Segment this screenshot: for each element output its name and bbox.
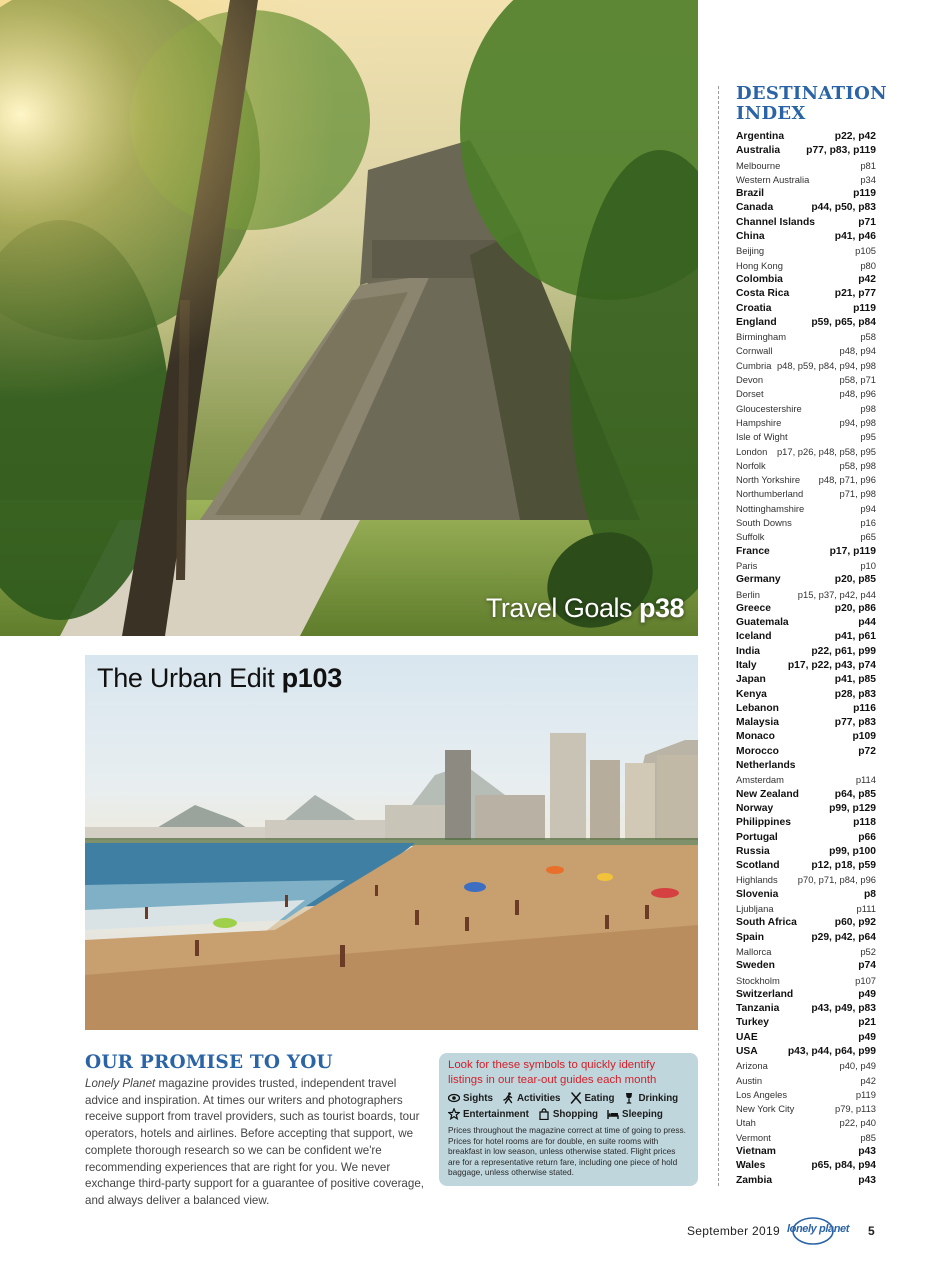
index-entry-pages: p41, p61: [834, 631, 876, 643]
index-entry-country[interactable]: [736, 645, 876, 659]
index-entry-name: London: [736, 445, 768, 457]
index-title-line2: INDEX: [736, 103, 806, 124]
index-entry-sub[interactable]: [736, 430, 876, 444]
symbol-sights: [448, 1092, 493, 1104]
index-entry-name: Hong Kong: [736, 259, 783, 271]
index-entry-name: Highlands: [736, 874, 778, 886]
index-entry-pages: p43, p44, p64, p99: [787, 1046, 876, 1057]
index-entry-sub[interactable]: [736, 1116, 876, 1130]
index-entry-pages: p40, p49: [839, 1060, 876, 1072]
index-entry-pages: p20, p85: [834, 574, 876, 586]
index-entry-pages: p16: [860, 517, 876, 529]
index-entry-name: Hampshire: [736, 416, 782, 428]
index-entry-name: Argentina: [736, 131, 785, 142]
index-title: [736, 83, 887, 124]
index-entry-pages: p72: [858, 745, 876, 757]
index-entry-pages: p58, p71: [839, 374, 876, 386]
index-entry-name: Cumbria: [736, 359, 772, 371]
index-entry-name: Tanzania: [736, 1003, 780, 1015]
index-entry-pages: p65, p84, p94: [811, 1160, 876, 1172]
index-entry-name: Western Australia: [736, 173, 810, 185]
index-entry-pages: p44: [858, 617, 876, 629]
index-entry-name: Malaysia: [736, 717, 779, 729]
index-entry-pages: p94: [860, 502, 876, 514]
index-entry-country[interactable]: [736, 144, 876, 158]
index-entry-country[interactable]: [736, 1031, 876, 1045]
index-entry-pages: p43: [858, 1174, 876, 1186]
index-entry-pages: p107: [855, 974, 876, 986]
index-entry-name: Netherlands: [736, 760, 796, 772]
index-entry-pages: p48, p59, p84, p94, p98: [776, 359, 876, 371]
index-entry-pages: p94, p98: [839, 416, 876, 428]
index-entry-name: North Yorkshire: [736, 474, 801, 486]
shopping-bag-icon: [538, 1108, 550, 1120]
index-entry-sub[interactable]: [736, 873, 876, 887]
index-entry-sub[interactable]: [736, 1131, 876, 1145]
index-entry-name: Monaco: [736, 731, 775, 743]
index-entry-pages: p41, p46: [834, 231, 876, 243]
symbols-fine-print: Prices throughout the magazine correct at time of going to press. Prices for hotel rooms are for double, en suite rooms with breakfast in low season, unless otherwise stated. Flight prices are for a representative return fare, including one piece of hold baggage, unless otherwise stated.: [448, 1125, 686, 1178]
index-entry-country[interactable]: [736, 201, 876, 215]
index-entry-pages: p77, p83, p119: [806, 145, 876, 157]
index-entry-country[interactable]: [736, 759, 876, 773]
index-entry-country[interactable]: [736, 745, 876, 759]
index-entry-country[interactable]: [736, 959, 876, 973]
index-entry-pages: p43: [858, 1146, 876, 1158]
index-entry-pages: p71: [858, 216, 876, 228]
index-entry-pages: p119: [855, 1088, 876, 1100]
travel-goals-caption-text: Travel Goals: [485, 593, 632, 623]
index-entry-name: England: [736, 316, 777, 328]
index-entry-country[interactable]: [736, 1045, 876, 1059]
index-entry-country[interactable]: [736, 1016, 876, 1030]
index-entry-country[interactable]: [736, 1159, 876, 1173]
index-entry-name: Isle of Wight: [736, 431, 788, 443]
index-entry-name: Croatia: [736, 302, 772, 314]
index-entry-country[interactable]: [736, 802, 876, 816]
index-entry-pages: p17, p119: [829, 545, 876, 557]
symbol-sleeping-label: Sleeping: [622, 1108, 663, 1120]
index-entry-country[interactable]: [736, 988, 876, 1002]
index-entry-sub[interactable]: [736, 445, 876, 459]
index-entry-name: Australia: [736, 145, 781, 157]
index-entry-name: Japan: [736, 674, 766, 686]
index-entry-sub[interactable]: [736, 974, 876, 988]
index-entry-pages: p21, p77: [834, 288, 876, 300]
index-entry-name: Sweden: [736, 960, 775, 972]
index-entry-name: Colombia: [736, 273, 783, 285]
index-entry-country[interactable]: [736, 931, 876, 945]
index-entry-pages: p81: [860, 159, 876, 171]
travel-goals-caption-page: p38: [638, 593, 684, 623]
issue-date: September 2019: [687, 1224, 780, 1238]
symbol-drinking: [623, 1092, 678, 1104]
index-entry-sub[interactable]: [736, 330, 876, 344]
index-entry-sub[interactable]: [736, 559, 876, 573]
index-entry-name: Kenya: [736, 688, 767, 700]
index-entry-name: Gloucestershire: [736, 402, 802, 414]
symbol-eating: [570, 1092, 615, 1104]
symbol-activities: [502, 1092, 561, 1104]
index-entry-pages: p22, p42: [834, 131, 876, 142]
index-entry-sub[interactable]: [736, 773, 876, 787]
symbol-shopping-label: Shopping: [552, 1108, 599, 1120]
index-entry-sub[interactable]: [736, 359, 876, 373]
index-entry-name: Berlin: [736, 588, 760, 600]
index-entry-name: Mallorca: [736, 945, 772, 957]
dashed-divider: [718, 86, 719, 1186]
index-entry-country[interactable]: [736, 1002, 876, 1016]
index-entry-pages: p49: [858, 1031, 876, 1043]
index-entry-pages: p44, p50, p83: [811, 202, 876, 214]
index-entry-pages: p48, p71, p96: [818, 474, 876, 486]
index-entry-name: India: [736, 645, 761, 657]
index-entry-pages: p8: [863, 888, 876, 900]
temple-illustration: [0, 0, 698, 636]
index-entry-country[interactable]: [736, 888, 876, 902]
index-entry-country[interactable]: [736, 659, 876, 673]
index-entry-sub[interactable]: [736, 373, 876, 387]
index-entry-name: Vietnam: [736, 1146, 776, 1158]
index-entry-sub[interactable]: [736, 473, 876, 487]
index-entry-pages: p95: [860, 431, 876, 443]
symbol-sights-label: Sights: [463, 1092, 493, 1104]
symbols-key-box: [439, 1053, 698, 1186]
index-entry-pages: p80: [860, 259, 876, 271]
index-entry-sub[interactable]: [736, 516, 876, 530]
index-entry-name: Lebanon: [736, 702, 779, 714]
index-entry-name: UAE: [736, 1031, 758, 1043]
promise-brand: Lonely Planet: [85, 1077, 156, 1090]
index-entry-name: Suffolk: [736, 531, 765, 543]
index-entry-country[interactable]: [736, 831, 876, 845]
index-entry-pages: p20, p86: [834, 602, 876, 614]
destination-index: [736, 83, 887, 1188]
star-icon: [448, 1108, 460, 1120]
index-entry-pages: p99, p100: [829, 845, 876, 857]
index-entry-pages: p74: [858, 960, 876, 972]
symbol-entertainment-label: Entertainment: [463, 1108, 529, 1120]
index-entry-name: Turkey: [736, 1017, 770, 1029]
index-entry-sub[interactable]: [736, 173, 876, 187]
index-entry-country[interactable]: [736, 302, 876, 316]
index-entry-pages: p66: [858, 831, 876, 843]
index-entry-pages: p70, p71, p84, p96: [797, 874, 876, 886]
index-entry-country[interactable]: [736, 688, 876, 702]
index-entry-name: Greece: [736, 602, 771, 614]
index-entry-name: USA: [736, 1046, 758, 1057]
index-entry-name: Norway: [736, 802, 774, 814]
bed-icon: [607, 1108, 619, 1120]
beach-illustration: [85, 655, 698, 1030]
photo-mayan-temple: [0, 0, 698, 636]
index-entry-name: Stockholm: [736, 974, 780, 986]
index-entry-country[interactable]: [736, 673, 876, 687]
eye-icon: [448, 1092, 460, 1104]
index-entry-sub[interactable]: [736, 244, 876, 258]
index-entry-pages: p119: [853, 302, 876, 314]
index-entry-pages: p79, p113: [834, 1103, 876, 1115]
symbol-shopping: [538, 1108, 598, 1120]
index-entry-pages: p28, p83: [834, 688, 876, 700]
index-entry-sub[interactable]: [736, 344, 876, 358]
index-entry-country[interactable]: [736, 573, 876, 587]
index-entry-name: Northumberland: [736, 488, 804, 500]
index-entry-name: Norfolk: [736, 459, 766, 471]
index-entry-pages: p48, p94: [839, 345, 876, 357]
index-entry-name: Morocco: [736, 745, 779, 757]
index-entry-name: Slovenia: [736, 888, 779, 900]
index-entry-sub[interactable]: [736, 459, 876, 473]
index-entry-pages: p60, p92: [834, 917, 876, 929]
index-entry-name: Italy: [736, 659, 757, 671]
index-entry-pages: p77, p83: [834, 717, 876, 729]
index-entry-pages: p22, p40: [839, 1117, 876, 1129]
index-entry-name: Vermont: [736, 1131, 771, 1143]
index-entry-name: Amsterdam: [736, 774, 784, 786]
index-entry-name: Dorset: [736, 388, 764, 400]
index-entry-sub[interactable]: [736, 159, 876, 173]
index-entry-name: Costa Rica: [736, 288, 790, 300]
symbols-intro: Look for these symbols to quickly identify listings in our tear-out guides each month: [448, 1059, 657, 1086]
index-entry-country[interactable]: [736, 859, 876, 873]
index-entry-pages: p22, p61, p99: [811, 645, 876, 657]
index-entry-country[interactable]: [736, 916, 876, 930]
index-entry-sub[interactable]: [736, 402, 876, 416]
index-entry-name: Channel Islands: [736, 216, 815, 228]
index-entry-sub[interactable]: [736, 487, 876, 501]
index-entry-country[interactable]: [736, 616, 876, 630]
index-entry-name: Germany: [736, 574, 781, 586]
symbol-drinking-label: Drinking: [638, 1092, 679, 1104]
index-entry-pages: p118: [853, 817, 876, 829]
symbol-activities-label: Activities: [516, 1092, 561, 1104]
index-entry-name: Wales: [736, 1160, 766, 1172]
index-entry-name: Melbourne: [736, 159, 781, 171]
cutlery-icon: [570, 1092, 582, 1104]
index-list: [736, 130, 876, 1188]
index-entry-pages: p119: [853, 188, 876, 200]
index-entry-name: Nottinghamshire: [736, 502, 805, 514]
index-entry-country[interactable]: [736, 230, 876, 244]
index-entry-pages: p43, p49, p83: [811, 1003, 876, 1015]
index-entry-pages: p105: [855, 245, 876, 257]
index-entry-name: South Africa: [736, 917, 797, 929]
index-entry-pages: p85: [860, 1131, 876, 1143]
index-entry-pages: p64, p85: [834, 788, 876, 800]
index-entry-name: Switzerland: [736, 988, 794, 1000]
index-entry-name: Birmingham: [736, 331, 787, 343]
index-entry-pages: p58, p98: [839, 459, 876, 471]
index-entry-country[interactable]: [736, 816, 876, 830]
index-entry-name: Canada: [736, 202, 774, 214]
index-entry-pages: p99, p129: [829, 802, 876, 814]
index-entry-country[interactable]: [736, 216, 876, 230]
index-entry-sub[interactable]: [736, 1088, 876, 1102]
index-entry-country[interactable]: [736, 1145, 876, 1159]
index-entry-pages: p71, p98: [839, 488, 876, 500]
index-entry-pages: p34: [860, 173, 876, 185]
index-entry-name: Paris: [736, 559, 758, 571]
symbols-row-2: [448, 1108, 689, 1120]
index-entry-name: New Zealand: [736, 788, 799, 800]
index-entry-pages: p17, p22, p43, p74: [787, 659, 876, 671]
index-entry-sub[interactable]: [736, 1074, 876, 1088]
index-entry-country[interactable]: [736, 130, 876, 144]
index-entry-pages: p10: [860, 559, 876, 571]
index-entry-pages: p59, p65, p84: [811, 316, 876, 328]
symbol-eating-label: Eating: [584, 1092, 615, 1104]
travel-goals-caption[interactable]: [486, 593, 684, 624]
index-entry-sub[interactable]: [736, 259, 876, 273]
index-entry-country[interactable]: [736, 602, 876, 616]
page-number: 5: [868, 1224, 875, 1238]
index-entry-name: Devon: [736, 374, 764, 386]
index-entry-pages: p111: [856, 903, 876, 915]
index-entry-country[interactable]: [736, 273, 876, 287]
lonely-planet-logo-text: lonely planet: [787, 1223, 850, 1235]
index-title-line1: DESTINATION: [736, 83, 887, 104]
index-entry-country[interactable]: [736, 716, 876, 730]
index-entry-pages: p114: [855, 774, 876, 786]
index-entry-name: Spain: [736, 931, 765, 943]
index-entry-name: Philippines: [736, 817, 791, 829]
runner-icon: [502, 1092, 514, 1104]
index-entry-name: Cornwall: [736, 345, 773, 357]
index-entry-pages: p21: [858, 1017, 876, 1029]
index-entry-sub[interactable]: [736, 945, 876, 959]
index-entry-pages: p29, p42, p64: [811, 931, 876, 943]
index-entry-name: Scotland: [736, 860, 780, 872]
photo-rio-beach: [85, 655, 698, 1030]
index-entry-name: Los Angeles: [736, 1088, 788, 1100]
index-entry-country[interactable]: [736, 702, 876, 716]
index-entry-pages: p15, p37, p42, p44: [797, 588, 876, 600]
urban-edit-caption-page: p103: [281, 663, 342, 693]
index-entry-pages: p41, p85: [834, 674, 876, 686]
index-entry-country[interactable]: [736, 730, 876, 744]
index-entry-country[interactable]: [736, 316, 876, 330]
index-entry-country[interactable]: [736, 630, 876, 644]
index-entry-pages: p58: [860, 331, 876, 343]
index-entry-name: Guatemala: [736, 617, 789, 629]
index-entry-country[interactable]: [736, 1174, 876, 1188]
index-entry-sub[interactable]: [736, 1102, 876, 1116]
index-entry-pages: p116: [853, 702, 876, 714]
index-entry-pages: p12, p18, p59: [811, 860, 876, 872]
index-entry-name: Brazil: [736, 188, 765, 200]
index-entry-name: Iceland: [736, 631, 772, 643]
index-entry-name: Beijing: [736, 245, 765, 257]
index-entry-pages: p42: [858, 273, 876, 285]
promise-section: [85, 1052, 425, 1210]
promise-title: OUR PROMISE TO YOU: [85, 1052, 333, 1073]
index-entry-name: Zambia: [736, 1174, 773, 1186]
index-entry-sub[interactable]: [736, 1059, 876, 1073]
index-entry-sub[interactable]: [736, 502, 876, 516]
promise-body: [85, 1076, 425, 1210]
index-entry-pages: p98: [860, 402, 876, 414]
index-entry-sub[interactable]: [736, 902, 876, 916]
index-entry-name: Utah: [736, 1117, 756, 1129]
index-entry-pages: p109: [852, 731, 876, 743]
urban-edit-caption[interactable]: [97, 663, 342, 694]
symbol-entertainment: [448, 1108, 529, 1120]
index-entry-name: South Downs: [736, 517, 792, 529]
symbol-sleeping: [607, 1108, 663, 1120]
index-entry-name: Austin: [736, 1074, 763, 1086]
wine-glass-icon: [623, 1092, 635, 1104]
index-entry-country[interactable]: [736, 788, 876, 802]
index-entry-sub[interactable]: [736, 387, 876, 401]
index-entry-name: Arizona: [736, 1060, 768, 1072]
index-entry-sub[interactable]: [736, 416, 876, 430]
index-entry-pages: p42: [860, 1074, 876, 1086]
promise-text: magazine provides trusted, independent travel advice and inspiration. At times our writers and photographers receive support from travel providers, such as tourist boards, tour operators, hotels and airlines. Before accepting that support, we complete thorough research so we can be confident we're recommending experiences that are right for you. We never exchange third-party support for a guarantee of positive coverage, and always deliver a balanced view.: [85, 1077, 424, 1207]
index-entry-name: China: [736, 231, 765, 243]
index-entry-pages: p52: [860, 945, 876, 957]
index-entry-name: Portugal: [736, 831, 778, 843]
index-entry-sub[interactable]: [736, 530, 876, 544]
index-entry-pages: p48, p96: [839, 388, 876, 400]
index-entry-country[interactable]: [736, 845, 876, 859]
index-entry-name: France: [736, 545, 770, 557]
index-entry-country[interactable]: [736, 187, 876, 201]
index-entry-name: Russia: [736, 845, 770, 857]
index-entry-pages: p49: [858, 988, 876, 1000]
index-entry-country[interactable]: [736, 545, 876, 559]
urban-edit-caption-text: The Urban Edit: [97, 663, 275, 693]
index-entry-name: New York City: [736, 1103, 795, 1115]
index-entry-country[interactable]: [736, 287, 876, 301]
index-entry-sub[interactable]: [736, 588, 876, 602]
symbols-row-1: [448, 1092, 689, 1104]
index-entry-pages: p17, p26, p48, p58, p95: [776, 445, 876, 457]
index-entry-pages: p65: [860, 531, 876, 543]
index-entry-name: Ljubljana: [736, 903, 774, 915]
